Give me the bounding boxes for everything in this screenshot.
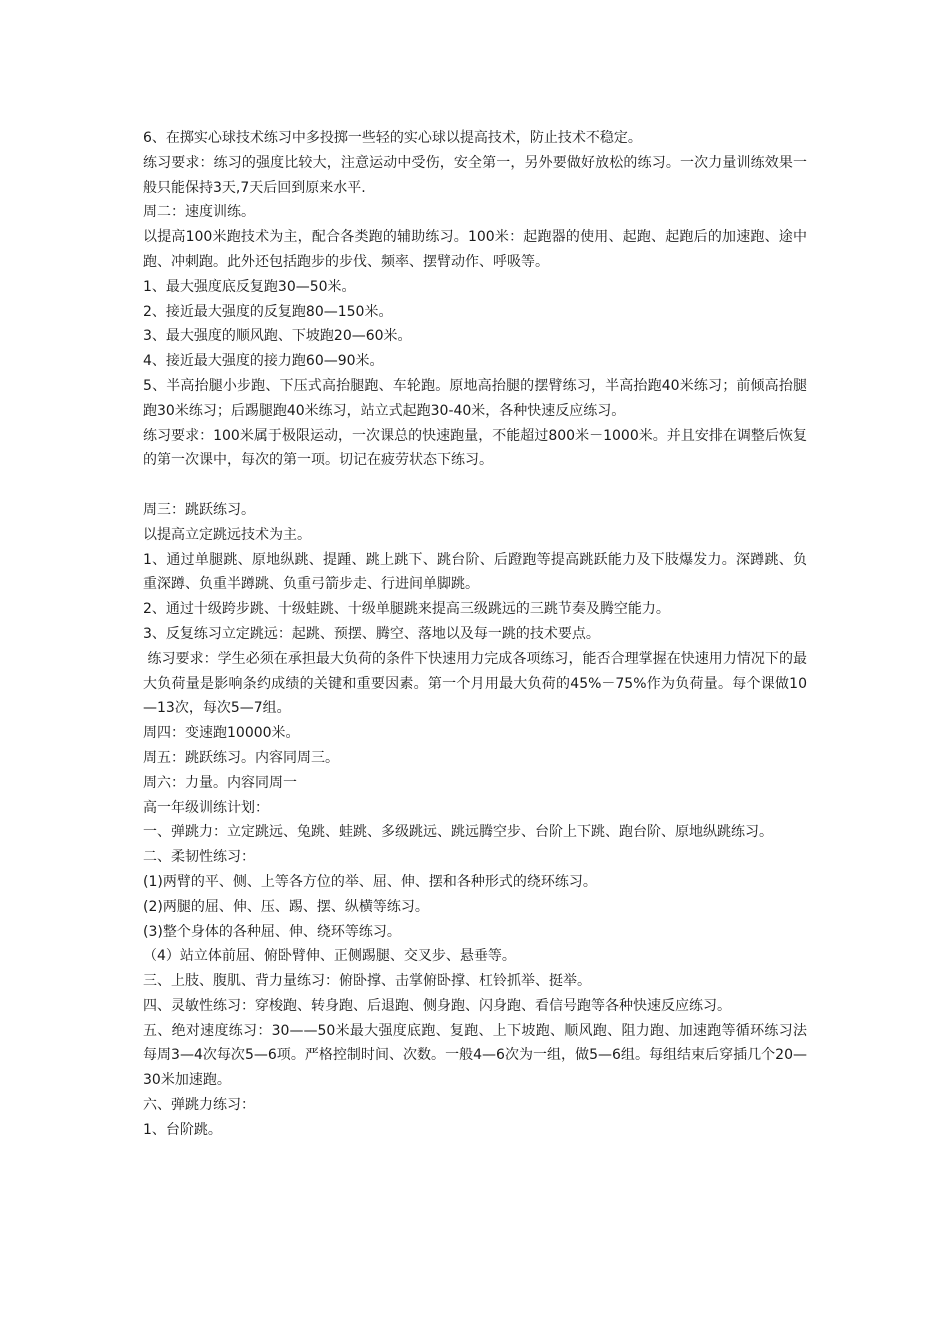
paragraph: 练习要求：练习的强度比较大，注意运动中受伤，安全第一，另外要做好放松的练习。一次力量训练效果一般只能保持3天,7天后回到原来水平.: [143, 154, 807, 196]
list-item: 二、柔韧性练习：: [143, 849, 255, 866]
section-heading: 高一年级训练计划：: [143, 799, 269, 816]
list-item: 2、接近最大强度的反复跑80—150米。: [143, 303, 393, 320]
paragraph: 练习要求：100米属于极限运动，一次课总的快速跑量，不能超过800米－1000米。并且安排在调整后恢复的第一次课中，每次的第一项。切记在疲劳状态下练习。: [143, 427, 807, 469]
list-item: 3、最大强度的顺风跑、下坡跑20—60米。: [143, 328, 412, 345]
list-item: 5、半高抬腿小步跑、下压式高抬腿跑、车轮跑。原地高抬腿的摆臂练习，半高抬跑40米练习；前倾高抬腿跑30米练习；后踢腿跑40米练习，站立式起跑30-40米，各种快速反应练习。: [143, 377, 807, 419]
list-item: (2)两腿的屈、伸、压、踢、摆、纵横等练习。: [143, 898, 429, 915]
list-item: 五、绝对速度练习：30——50米最大强度底跑、复跑、上下坡跑、顺风跑、阻力跑、加速跑等循环练习法每周3—4次每次5—6项。严格控制时间、次数。一般4—6次为一组，做5—6组。每组结束后穿插几个20—30米加速跑。: [143, 1022, 807, 1089]
section-heading: 周四：变速跑10000米。: [143, 725, 300, 742]
paragraph: 以提高100米跑技术为主，配合各类跑的辅助练习。100米：起跑器的使用、起跑、起跑后的加速跑、途中跑、冲刺跑。此外还包括跑步的步伐、频率、摆臂动作、呼吸等。: [143, 229, 807, 270]
list-item: 三、上肢、腹肌、背力量练习：俯卧撑、击掌俯卧撑、杠铃抓举、挺举。: [143, 973, 591, 990]
list-item: 4、接近最大强度的接力跑60—90米。: [143, 353, 384, 370]
paragraph: 以提高立定跳远技术为主。: [143, 526, 311, 543]
list-item: (3)整个身体的各种屈、伸、绕环等练习。: [143, 923, 401, 940]
blank-line: [143, 473, 807, 498]
list-item: 1、通过单腿跳、原地纵跳、提踵、跳上跳下、跳台阶、后蹬跑等提高跳跃能力及下肢爆发力。深蹲跳、负重深蹲、负重半蹲跳、负重弓箭步走、行进间单脚跳。: [143, 551, 807, 593]
list-item: 一、弹跳力：立定跳远、兔跳、蛙跳、多级跳远、跳远腾空步、台阶上下跳、跑台阶、原地纵跳练习。: [143, 824, 773, 841]
list-item: 1、最大强度底反复跑30—50米。: [143, 278, 356, 295]
section-heading: 周五：跳跃练习。内容同周三。: [143, 749, 339, 766]
list-item: 1、台阶跳。: [143, 1121, 222, 1138]
paragraph: 练习要求：学生必须在承担最大负荷的条件下快速用力完成各项练习，能否合理掌握在快速用力情况下的最大负荷量是影响条约成绩的关键和重要因素。第一个月用最大负荷的45%－75%作为负荷量。每个课做10—13次，每次5—7组。: [143, 650, 807, 717]
list-item: (1)两臂的平、侧、上等各方位的举、屈、伸、摆和各种形式的绕环练习。: [143, 873, 597, 890]
list-item: 3、反复练习立定跳远：起跳、预摆、腾空、落地以及每一跳的技术要点。: [143, 625, 600, 642]
section-heading: 周二：速度训练。: [143, 204, 255, 221]
list-item: 2、通过十级跨步跳、十级蛙跳、十级单腿跳来提高三级跳远的三跳节奏及腾空能力。: [143, 601, 670, 618]
list-item: 四、灵敏性练习：穿梭跑、转身跑、后退跑、侧身跑、闪身跑、看信号跑等各种快速反应练习。: [143, 997, 731, 1014]
document-body: [143, 126, 807, 1143]
paragraph: 6、在掷实心球技术练习中多投掷一些轻的实心球以提高技术，防止技术不稳定。: [143, 130, 642, 146]
section-heading: 周六：力量。内容同周一: [143, 774, 297, 791]
list-item: （4）站立体前屈、俯卧臂伸、正侧踢腿、交叉步、悬垂等。: [143, 948, 516, 965]
section-heading: 周三：跳跃练习。: [143, 501, 255, 518]
list-item: 六、弹跳力练习：: [143, 1097, 255, 1114]
